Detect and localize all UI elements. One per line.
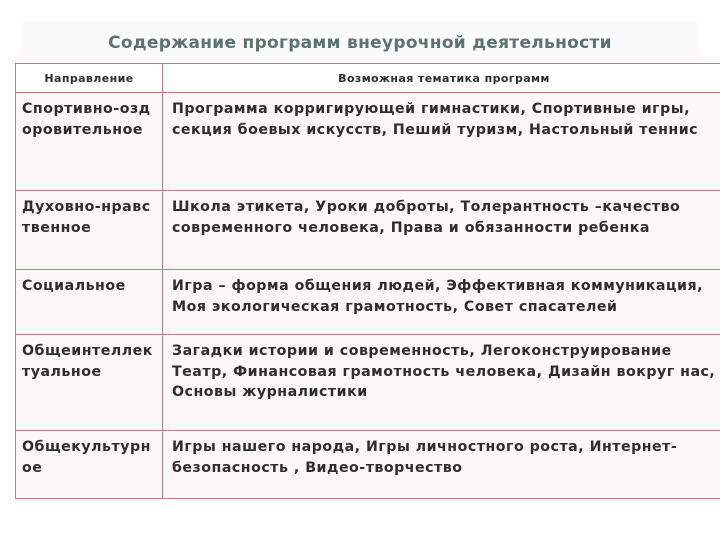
table-row — [16, 335, 720, 431]
title-band — [22, 22, 698, 64]
table-row — [16, 431, 720, 499]
direction-cell: Духовно-нравственное — [16, 191, 163, 270]
topics-cell — [163, 335, 720, 431]
direction-cell: Общекультурное — [16, 431, 163, 499]
direction-cell: Общеинтеллектуальное — [16, 335, 163, 431]
page-title: Содержание программ внеурочной деятельности — [108, 33, 612, 53]
topics-text: Загадки истории и современность, Легоконструирование — [172, 343, 672, 359]
table-row — [16, 93, 720, 191]
header-topics: Возможная тематика программ — [163, 64, 720, 93]
topics-text: Игра – форма общения людей, Эффективная коммуникация, Моя экологическая грамотность, Совет спасателей — [172, 278, 703, 315]
direction-cell: Социальное — [16, 270, 163, 335]
topics-text: Игры нашего народа, Игры личностного роста, Интернет-безопасность , Видео-творчество — [172, 439, 678, 476]
table-row — [16, 191, 720, 270]
direction-cell: Спортивно-оздоровительное — [16, 93, 163, 191]
program-table — [15, 63, 720, 499]
header-direction: Направление — [16, 64, 163, 93]
topics-cell — [163, 93, 720, 191]
topics-cell — [163, 431, 720, 499]
topics-text: Театр, Финансовая грамотность человека, Дизайн вокруг нас, Основы журналистики — [172, 363, 716, 400]
table-header-row — [16, 64, 720, 93]
topics-text: Программа корригирующей гимнастики, Спортивные игры, секция боевых искусств, Пеший туризм, Настольный теннис — [172, 101, 699, 138]
table-row — [16, 270, 720, 335]
topics-cell — [163, 191, 720, 270]
topics-cell — [163, 270, 720, 335]
topics-text: Школа этикета, Уроки доброты, Толерантность –качество современного человека, Права и обязанности ребенка — [172, 199, 681, 236]
